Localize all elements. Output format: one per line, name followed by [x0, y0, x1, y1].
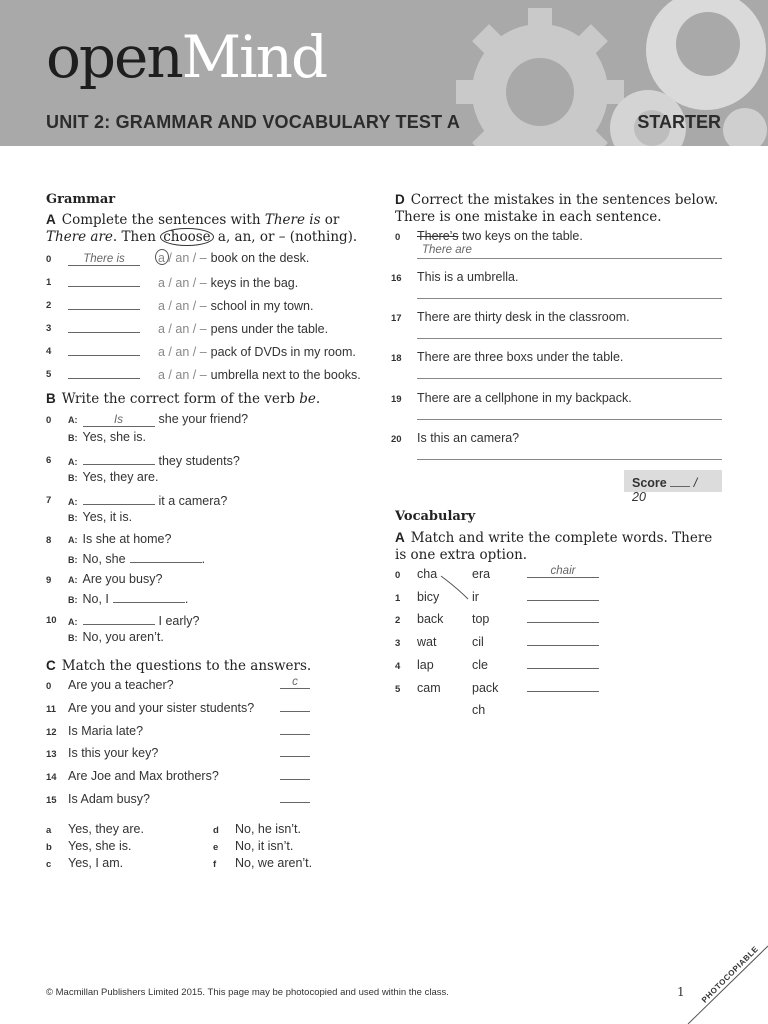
item-number: 1 — [395, 592, 401, 604]
dialogue-a-line — [68, 492, 227, 508]
level-label: STARTER — [637, 112, 721, 132]
dialogue-text: . — [201, 552, 206, 566]
dialogue-b-line — [68, 590, 188, 606]
answer-line — [417, 258, 722, 259]
word-start: cam — [417, 680, 441, 695]
answer-letter: e — [213, 842, 219, 853]
answer-letter: d — [213, 825, 219, 836]
word-end: cil — [472, 635, 484, 650]
a-sentence-row — [68, 320, 328, 336]
dialogue-text: Yes, they are. — [82, 470, 159, 484]
article-options: a / an / – — [158, 368, 207, 382]
item-number: 0 — [395, 232, 401, 243]
answer-blank — [68, 343, 140, 356]
unit-title: UNIT 2: GRAMMAR AND VOCABULARY TEST A — [46, 112, 461, 132]
item-number: 2 — [46, 300, 52, 311]
word-start: back — [417, 612, 444, 627]
answer-text: Yes, they are. — [68, 822, 144, 836]
answer-blank — [83, 452, 155, 465]
answer-text: No, it isn’t. — [235, 839, 294, 853]
dialogue-a-line — [68, 452, 240, 468]
word-end: top — [472, 612, 490, 627]
answer-line — [417, 338, 722, 339]
answer-blank — [68, 320, 140, 333]
answer-blank — [68, 274, 140, 287]
item-number: 9 — [46, 575, 52, 586]
item-number: 19 — [391, 393, 402, 405]
answer-blank — [527, 633, 599, 646]
word-end: cle — [472, 657, 488, 672]
answer-blank — [280, 744, 310, 757]
item-number: 2 — [395, 615, 401, 627]
item-number: 4 — [46, 346, 52, 357]
score-box: Score / 20 — [624, 470, 722, 492]
d-sentence: There are a cellphone in my backpack. — [417, 390, 632, 405]
dialogue-b-line — [68, 630, 164, 644]
answer-letter: c — [46, 859, 52, 870]
dialogue-text: . — [184, 592, 189, 606]
item-number: 11 — [46, 703, 57, 715]
question-text: Are you a teacher? — [68, 678, 174, 692]
speaker-a-label: A: — [68, 617, 78, 627]
speaker-a-label: A: — [68, 457, 78, 467]
dialogue-a-line — [68, 532, 171, 546]
answer-blank — [83, 492, 155, 505]
answer-blank — [280, 722, 310, 735]
answer-blank: chair — [527, 565, 599, 578]
section-c-instruction: C Match the questions to the answers. — [46, 658, 312, 674]
speaker-b-label: B: — [68, 555, 78, 565]
answer-line — [417, 419, 722, 420]
answer-blank — [83, 612, 155, 625]
d-sentence: This is a umbrella. — [417, 270, 519, 284]
grammar-heading: Grammar — [46, 192, 116, 207]
sentence-text: keys in the bag. — [210, 276, 299, 290]
item-number: 0 — [46, 681, 52, 692]
answer-blank — [527, 588, 599, 601]
answer-line — [417, 459, 722, 460]
word-end: ir — [472, 589, 479, 604]
photocopiable-label: PHOTOCOPIABLE — [699, 944, 761, 1005]
dialogue-text: No, you aren’t. — [82, 630, 164, 644]
sentence-text: pens under the table. — [210, 322, 329, 336]
answer-circle — [155, 249, 169, 265]
answer-blank: Is — [83, 414, 155, 427]
answer-line — [417, 298, 722, 299]
dialogue-b-line — [68, 470, 158, 484]
question-text: Is Maria late? — [68, 723, 144, 738]
dialogue-text: they students? — [158, 454, 240, 468]
speaker-b-label: B: — [68, 473, 78, 483]
dialogue-a-line — [68, 412, 248, 427]
openmind-logo: openMind — [46, 23, 327, 91]
item-number: 5 — [46, 369, 52, 380]
d-sentence: There are three boxs under the table. — [417, 350, 624, 365]
answer-blank — [280, 767, 310, 780]
section-b-instruction: B Write the correct form of the verb be. — [46, 391, 321, 407]
answer-blank — [280, 790, 310, 803]
page-header — [0, 0, 768, 146]
item-number: 0 — [46, 415, 52, 426]
answer-letter: b — [46, 842, 52, 853]
word-start: lap — [417, 657, 434, 672]
d-example-answer: There are — [422, 244, 472, 256]
a-sentence-row — [68, 251, 309, 266]
item-number: 3 — [46, 323, 52, 334]
item-number: 20 — [391, 433, 402, 445]
dialogue-text: No, I — [82, 592, 109, 606]
speaker-b-label: B: — [68, 595, 78, 605]
word-start: cha — [417, 567, 438, 581]
answer-blank — [113, 590, 185, 603]
item-number: 5 — [395, 683, 401, 695]
dialogue-text: she your friend? — [158, 412, 249, 426]
match-connector-line — [438, 573, 472, 601]
article-options: a / an / – — [158, 345, 207, 359]
answer-blank — [527, 679, 599, 692]
dialogue-b-line — [68, 430, 146, 444]
word-end: era — [472, 567, 491, 581]
item-number: 1 — [46, 277, 52, 288]
question-text: Is Adam busy? — [68, 792, 150, 806]
answer-blank — [280, 699, 310, 712]
d-example-sentence: There’s two keys on the table. — [417, 229, 583, 243]
item-number: 10 — [46, 615, 57, 626]
item-number: 13 — [46, 749, 57, 761]
dialogue-text: it a camera? — [158, 494, 228, 508]
item-number: 3 — [395, 638, 401, 650]
answer-blank — [527, 610, 599, 623]
item-number: 16 — [391, 273, 402, 284]
speaker-a-label: A: — [68, 535, 78, 545]
dialogue-text: Yes, it is. — [82, 510, 133, 524]
sentence-text: book on the desk. — [210, 251, 310, 265]
copyright-notice: © Macmillan Publishers Limited 2015. This page may be photocopied and used within the class. — [46, 987, 449, 998]
dialogue-text: Is she at home? — [82, 532, 172, 546]
answer-blank — [527, 656, 599, 669]
item-number: 15 — [46, 795, 57, 806]
item-number: 18 — [391, 353, 402, 365]
a-sentence-row — [68, 274, 298, 290]
d-sentence: There are thirty desk in the classroom. — [417, 310, 630, 325]
answer-blank — [130, 550, 202, 563]
question-text: Are Joe and Max brothers? — [68, 769, 219, 784]
speaker-b-label: B: — [68, 433, 78, 443]
word-start: wat — [417, 635, 437, 650]
dialogue-a-line — [68, 612, 200, 628]
answer-text: No, he isn’t. — [235, 822, 302, 836]
article-options: a / an / – — [158, 276, 207, 290]
answer-text: Yes, I am. — [68, 856, 124, 870]
item-number: 8 — [46, 535, 52, 546]
question-text: Is this your key? — [68, 746, 159, 761]
question-text: Are you and your sister students? — [68, 700, 255, 715]
answer-blank: c — [280, 676, 310, 689]
item-number: 4 — [395, 660, 401, 672]
item-number: 12 — [46, 726, 57, 738]
dialogue-text: I early? — [158, 614, 200, 628]
sentence-text: umbrella next to the books. — [210, 368, 361, 382]
page-number: 1 — [677, 985, 685, 999]
vocab-a-instruction: A Match and write the complete words. There is one extra option. — [395, 530, 713, 563]
dialogue-text: Are you busy? — [82, 572, 163, 586]
item-number: 0 — [395, 570, 401, 581]
speaker-a-label: A: — [68, 497, 78, 507]
answer-text: Yes, she is. — [68, 839, 132, 853]
word-start: bicy — [417, 589, 440, 604]
item-number: 17 — [391, 313, 402, 325]
answer-letter: f — [213, 859, 217, 870]
a-sentence-row — [68, 343, 356, 359]
speaker-b-label: B: — [68, 633, 78, 643]
sentence-text: school in my town. — [210, 299, 314, 313]
answer-blank — [68, 297, 140, 310]
extra-option: ch — [472, 703, 486, 718]
answer-line — [417, 378, 722, 379]
dialogue-b-line — [68, 510, 132, 524]
speaker-a-label: A: — [68, 415, 78, 425]
vocabulary-heading: Vocabulary — [395, 509, 476, 524]
dialogue-text: Yes, she is. — [82, 430, 146, 444]
a-sentence-row — [68, 297, 313, 313]
section-d-instruction: D Correct the mistakes in the sentences below. There is one mistake in each sentence. — [395, 192, 719, 225]
section-a-instruction: A Complete the sentences with There is or There are. Then choose a, an, or – (nothing). — [46, 212, 358, 245]
dialogue-b-line — [68, 550, 205, 566]
speaker-a-label: A: — [68, 575, 78, 585]
speaker-b-label: B: — [68, 513, 78, 523]
item-number: 0 — [46, 254, 52, 265]
item-number: 7 — [46, 495, 52, 506]
dialogue-a-line — [68, 572, 162, 586]
a-sentence-row — [68, 366, 361, 382]
sentence-text: pack of DVDs in my room. — [210, 345, 356, 359]
item-number: 14 — [46, 772, 57, 784]
dialogue-text: No, she — [82, 552, 126, 566]
word-end: pack — [472, 680, 499, 695]
item-number: 6 — [46, 455, 52, 466]
answer-text: No, we aren’t. — [235, 856, 313, 870]
article-options: a / an / – — [158, 299, 207, 313]
answer-blank — [68, 366, 140, 379]
answer-letter: a — [46, 825, 52, 836]
article-options: a / an / – — [158, 322, 207, 336]
answer-blank: There is — [68, 253, 140, 266]
d-sentence: Is this an camera? — [417, 430, 520, 445]
article-options: a / an / – — [158, 251, 207, 265]
